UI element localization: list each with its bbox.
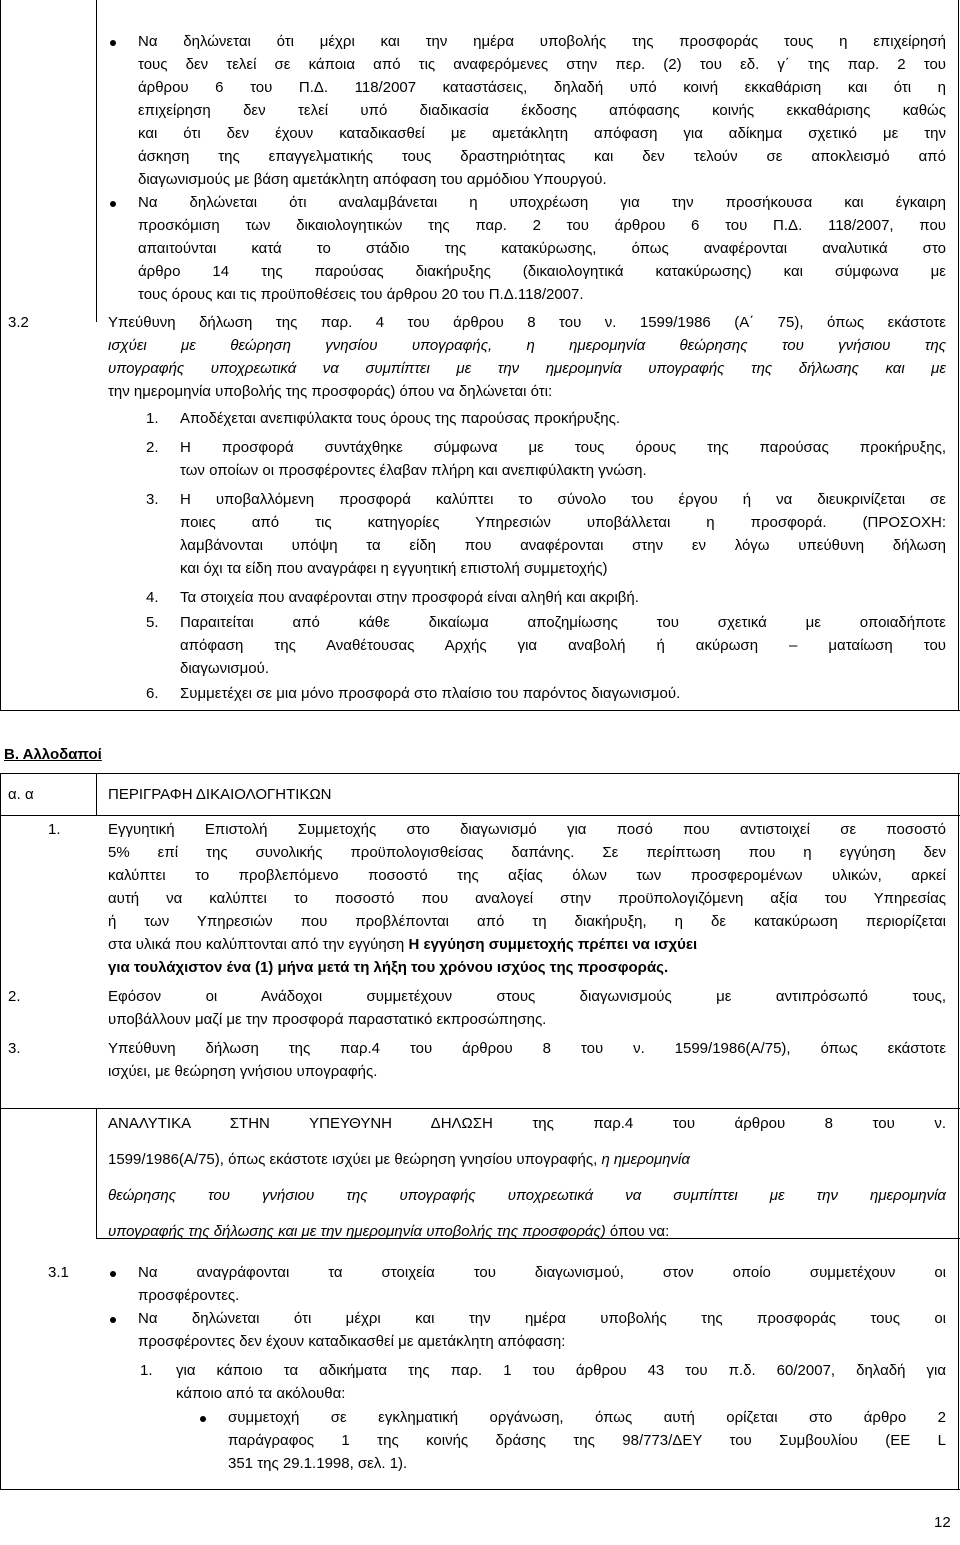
analytic-line	[108, 1149, 690, 1171]
top-box-bottom-border	[0, 710, 960, 711]
item-number: 2.	[146, 439, 159, 456]
para-line: άρθρου 6 του Π.Δ. 118/2007 καταστάσεις, δηλαδή υπό κοινή εκκαθάριση και ότι η	[138, 79, 946, 96]
section-number: 3.1	[48, 1264, 69, 1281]
row-line: Εγγυητική Επιστολή Συμμετοχής στο διαγωνισμό για ποσό που αντιστοιχεί σε ποσοστό	[108, 821, 946, 838]
analytic-line-part: 1599/1986(Α/75), όπως εκάστοτε ισχύει με θεώρηση γνησίου υπογραφής,	[108, 1151, 598, 1168]
para-line: την ημερομηνία υποβολής της προσφοράς) όπου να δηλώνεται ότι:	[108, 383, 553, 400]
item-line: για κάποιο τα αδικήματα της παρ. 1 του άρθρου 43 του π.δ. 60/2007, δηλαδή για	[176, 1362, 946, 1379]
row-line-bold: Η εγγύηση συμμετοχής πρέπει να ισχύει	[408, 936, 698, 953]
para-line: Να αναγράφονται τα στοιχεία του διαγωνισμού, στον οποίο συμμετέχουν οι	[138, 1264, 946, 1281]
sub-bullet-line: 351 της 29.1.1998, σελ. 1).	[228, 1455, 408, 1472]
item-line: κάποιο από τα ακόλουθα:	[176, 1385, 346, 1402]
item-line: Τα στοιχεία που αναφέρονται στην προσφορά είναι αληθή και ακριβή.	[180, 589, 639, 606]
row-line	[108, 934, 697, 956]
item-line: λαμβάνονται υπόψη τα είδη που αναφέρονται στην εν λόγω υπεύθυνη δήλωση	[180, 537, 946, 554]
item-line: και όχι τα είδη που αναγράφει η εγγυητική επιστολή συμμετοχής)	[180, 560, 608, 577]
para-line: προσφέροντες δεν έχουν καταδικασθεί με αμετάκλητη απόφαση:	[138, 1333, 566, 1350]
row-line: για τουλάχιστον ένα (1) μήνα μετά τη λήξη του χρόνου ισχύος της προσφοράς.	[108, 959, 669, 976]
row-number: 2.	[8, 988, 21, 1005]
item-line: διαγωνισμού.	[180, 660, 270, 677]
para-line: Να δηλώνεται ότι αναλαμβάνεται η υποχρέωση για την προσήκουσα και έγκαιρη	[138, 194, 946, 211]
row-number: 3.	[8, 1040, 21, 1057]
row-line: αυτή να καλύπτει το ποσοστό που αναλογεί στην προϋπολογιζόμενη αξία του Υπηρεσίας	[108, 890, 946, 907]
analytic-line: θεώρησης του γνήσιου της υπογραφής υποχρεωτικά να συμπίπτει με την ημερομηνία	[108, 1187, 946, 1204]
item-line: Αποδέχεται ανεπιφύλακτα τους όρους της παρούσας προκήρυξης.	[180, 410, 621, 427]
analytic-line-italic: η ημερομηνία	[601, 1151, 690, 1168]
analytic-line: ΑΝΑΛΥΤΙΚΑ ΣΤΗΝ ΥΠΕΥΘΥΝΗ ΔΗΛΩΣΗ της παρ.4 του άρθρου 8 του ν.	[108, 1115, 946, 1132]
table-header-col2: ΠΕΡΙΓΡΑΦΗ ΔΙΚΑΙΟΛΟΓΗΤΙΚΩΝ	[108, 786, 332, 803]
sub-bullet-line: παράγραφος 1 της κοινής δράσης της 98/773/ΔΕΥ του Συμβουλίου (ΕΕ L	[228, 1432, 946, 1449]
para-line: Να δηλώνεται ότι μέχρι και την ημέρα υποβολής της προσφοράς τους οι	[138, 1310, 946, 1327]
para-line	[138, 31, 946, 53]
para-line: προσφέροντες.	[138, 1287, 240, 1304]
bullet-icon	[110, 1271, 116, 1277]
item-line: Η προσφορά συντάχθηκε σύμφωνα με τους όρους της παρούσας προκήρυξης,	[180, 439, 946, 456]
item-number: 5.	[146, 614, 159, 631]
analytic-line	[108, 1221, 669, 1243]
item-number: 3.	[146, 491, 159, 508]
item-line: ποιες από τις κατηγορίες Υπηρεσιών υποβάλλεται η προσφορά. (ΠΡΟΣΟΧΗ:	[180, 514, 946, 531]
para-line: άσκηση της επαγγελματικής τους δραστηριότητας και δεν τελούν σε αποκλεισμό από	[138, 148, 946, 165]
table-right-border-lower	[958, 1238, 959, 1489]
page-number: 12	[934, 1514, 951, 1531]
item-number: 1.	[146, 410, 159, 427]
analytic-box-left-border	[96, 1108, 97, 1238]
table-header-bottom-border	[0, 815, 960, 816]
bullet-icon	[110, 201, 116, 207]
para-line: απαιτούνται κατά το στάδιο της κατακύρωσης, όπως αναφέρονται αναλυτικά στο	[138, 240, 946, 257]
row-line: 5% επί της συνολικής προϋπολογισθείσας δαπάνης. Σε περίπτωση που η εγγύηση δεν	[108, 844, 946, 861]
item-line: των οποίων οι προσφέροντες έλαβαν πλήρη και ανεπιφύλακτη γνώση.	[180, 462, 647, 479]
row-line: ή των Υπηρεσιών που προβλέπονται από τη διακήρυξη, η δε κατακύρωση περιορίζεται	[108, 913, 946, 930]
analytic-box-top-border	[0, 1108, 960, 1109]
item-number: 4.	[146, 589, 159, 606]
para-line: επιχείρηση δεν τελεί υπό διαδικασία έκδοσης απόφασης κοινής εκκαθάρισης καθώς	[138, 102, 946, 119]
top-box-divider	[96, 0, 97, 322]
row-line: Εφόσον οι Ανάδοχοι συμμετέχουν στους διαγωνισμούς με αντιπρόσωπό τους,	[108, 988, 946, 1005]
row-line: ισχύει, με θεώρηση γνήσιου υπογραφής.	[108, 1063, 378, 1080]
row-line: καλύπτει το προβλεπόμενο ποσοστό της αξίας όλων των προσφερομένων υλικών, αρκεί	[108, 867, 946, 884]
analytic-line-part: όπου να:	[605, 1223, 670, 1240]
item-number: 6.	[146, 685, 159, 702]
top-box-left-border	[0, 0, 1, 710]
table-left-border	[0, 773, 1, 1489]
analytic-line-italic: υπογραφής της δήλωσης και με την ημερομηνία υποβολής της προσφοράς)	[108, 1223, 606, 1240]
section-b-heading: Β. Αλλοδαποί	[4, 746, 102, 763]
row-line: Υπεύθυνη δήλωση της παρ.4 του άρθρου 8 του ν. 1599/1986(Α/75), όπως εκάστοτε	[108, 1040, 946, 1057]
table-top-border	[0, 773, 960, 774]
bullet-icon	[200, 1416, 206, 1422]
para-line: προσκόμιση των δικαιολογητικών της παρ. 2 του άρθρου 6 του Π.Δ. 118/2007, που	[138, 217, 946, 234]
item-line: Παραιτείται από κάθε δικαίωμα αποζημίωσης του σχετικά με οποιαδήποτε	[180, 614, 946, 631]
row-number: 1.	[48, 821, 61, 838]
row-line: υποβάλλουν μαζί με την προσφορά παραστατικό εκπροσώπησης.	[108, 1011, 547, 1028]
table-header-col1: α. α	[8, 786, 34, 803]
item-line: Η υποβαλλόμενη προσφορά καλύπτει το σύνολο του έργου ή να διευκρινίζεται σε	[180, 491, 946, 508]
para-line: Υπεύθυνη δήλωση της παρ. 4 του άρθρου 8 του ν. 1599/1986 (Α΄ 75), όπως εκάστοτε	[108, 314, 946, 331]
sub-bullet-line: συμμετοχή σε εγκληματική οργάνωση, όπως αυτή ορίζεται στο άρθρο 2	[228, 1409, 946, 1426]
bullet-icon	[110, 40, 116, 46]
table-header-divider	[96, 773, 97, 815]
analytic-box-right-border	[958, 1108, 959, 1238]
table-right-border	[958, 773, 959, 1108]
item-line: απόφαση της Αναθέτουσας Αρχής για αναβολή ή ακύρωση – ματαίωση του	[180, 637, 946, 654]
para-line: και ότι δεν έχουν καταδικασθεί με αμετάκλητη απόφαση για αδίκημα σχετικό με την	[138, 125, 946, 142]
para-line: ισχύει με θεώρηση γνησίου υπογραφής, η ημερομηνία θεώρησης του γνήσιου της	[108, 337, 946, 354]
line-part: Να δηλώνεται ότι μέχρι και την ημέρα υποβολής της προσφοράς τους η επιχείρησή	[138, 33, 946, 50]
para-line: τους όρους και τις προϋποθέσεις του άρθρου 20 του Π.Δ.118/2007.	[138, 286, 584, 303]
top-box-right-border	[958, 0, 959, 710]
section-number: 3.2	[8, 314, 29, 331]
item-number: 1.	[140, 1362, 153, 1379]
para-line: υπογραφής υποχρεωτικά να συμπίπτει με την ημερομηνία υπογραφής της δήλωσης και με	[108, 360, 946, 377]
row-line-part: στα υλικά που καλύπτονται από την εγγύηση	[108, 936, 405, 953]
para-line: τους δεν τελεί σε κάποια από τις αναφερόμενες στην περ. (2) του εδ. γ΄ της παρ. 2 του	[138, 56, 946, 73]
para-line: άρθρο 14 της παρούσας διακήρυξης (δικαιολογητικά κατακύρωσης) και σύμφωνα με	[138, 263, 946, 280]
para-line: διαγωνισμούς με βάση αμετάκλητη απόφαση του αρμόδιου Υπουργού.	[138, 171, 607, 188]
item-line: Συμμετέχει σε μια μόνο προσφορά στο πλαίσιο του παρόντος διαγωνισμού.	[180, 685, 681, 702]
bullet-icon	[110, 1317, 116, 1323]
table-bottom-border	[0, 1489, 960, 1490]
